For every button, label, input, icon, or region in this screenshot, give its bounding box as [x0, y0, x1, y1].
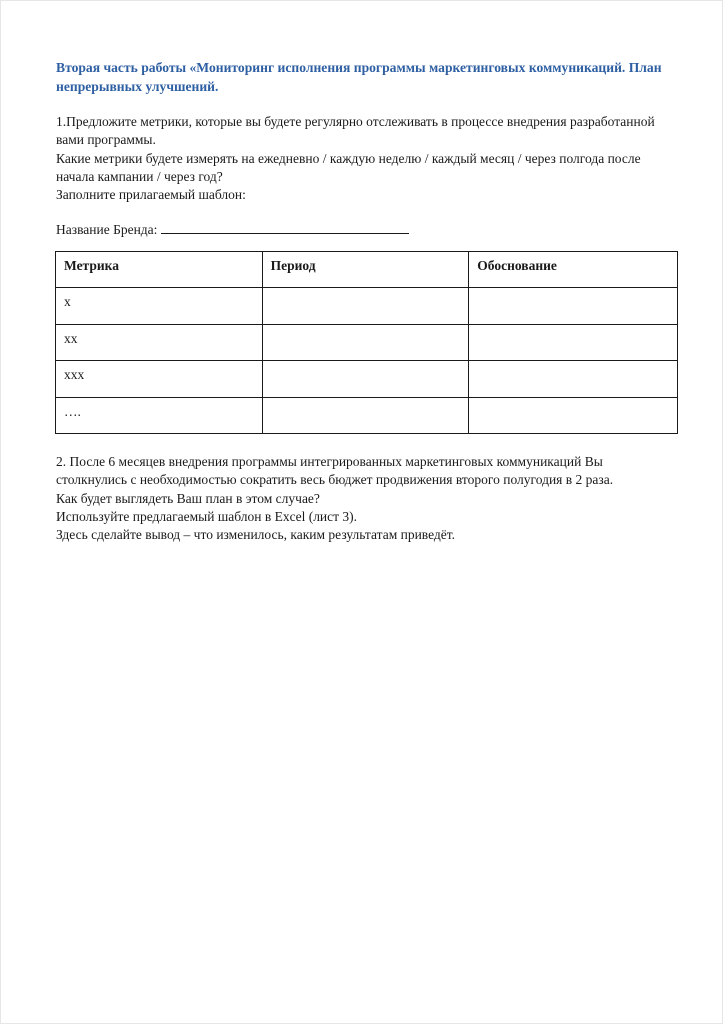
cell-rationale[interactable]: [469, 397, 678, 434]
cell-rationale[interactable]: [469, 361, 678, 398]
cell-metric[interactable]: х: [56, 288, 263, 325]
heading-line-2: непрерывных улучшений.: [56, 79, 219, 94]
section-1-line: Заполните прилагаемый шаблон:: [56, 187, 246, 203]
brand-name-label: Название Бренда:: [56, 222, 158, 237]
section-1-line: 1.Предложите метрики, которые вы будете регулярно отслеживать в процессе внедрения разработанной: [56, 114, 655, 129]
cell-period[interactable]: [262, 361, 469, 398]
cell-period[interactable]: [262, 324, 469, 361]
brand-name-blank-line[interactable]: [161, 221, 409, 234]
table-row: [56, 397, 678, 434]
document-heading: [56, 58, 676, 96]
section-1-line: вами программы.: [56, 132, 156, 148]
section-1-line: начала кампании / через год?: [56, 168, 223, 184]
cell-metric[interactable]: ххх: [56, 361, 263, 398]
cell-metric[interactable]: ….: [56, 397, 263, 434]
brand-name-field: [56, 221, 409, 239]
section-2-line: столкнулись с необходимостью сократить весь бюджет продвижения второго полугодия в 2 раза.: [56, 472, 614, 488]
table-header-row: [56, 252, 678, 288]
table-row: [56, 361, 678, 398]
header-metric: Метрика: [56, 252, 263, 288]
cell-metric[interactable]: хх: [56, 324, 263, 361]
cell-period[interactable]: [262, 397, 469, 434]
header-rationale: Обоснование: [469, 252, 678, 288]
cell-rationale[interactable]: [469, 324, 678, 361]
section-2-line: 2. После 6 месяцев внедрения программы интегрированных маркетинговых коммуникаций Вы: [56, 454, 603, 469]
table-row: [56, 324, 678, 361]
section-2-line: Здесь сделайте вывод – что изменилось, каким результатам приведёт.: [56, 527, 456, 543]
metrics-table: [55, 251, 678, 434]
cell-period[interactable]: [262, 288, 469, 325]
section-2-paragraph: [56, 453, 681, 544]
heading-line-1: Вторая часть работы «Мониторинг исполнения программы маркетинговых коммуникаций. План: [56, 60, 662, 75]
table-row: [56, 288, 678, 325]
section-1-paragraph: [56, 113, 681, 204]
section-2-line: Используйте предлагаемый шаблон в Excel (лист 3).: [56, 508, 358, 524]
section-2-line: Как будет выглядеть Ваш план в этом случае?: [56, 490, 320, 506]
header-period: Период: [262, 252, 469, 288]
cell-rationale[interactable]: [469, 288, 678, 325]
section-1-line: Какие метрики будете измерять на ежедневно / каждую неделю / каждый месяц / через полгода после: [56, 150, 641, 166]
